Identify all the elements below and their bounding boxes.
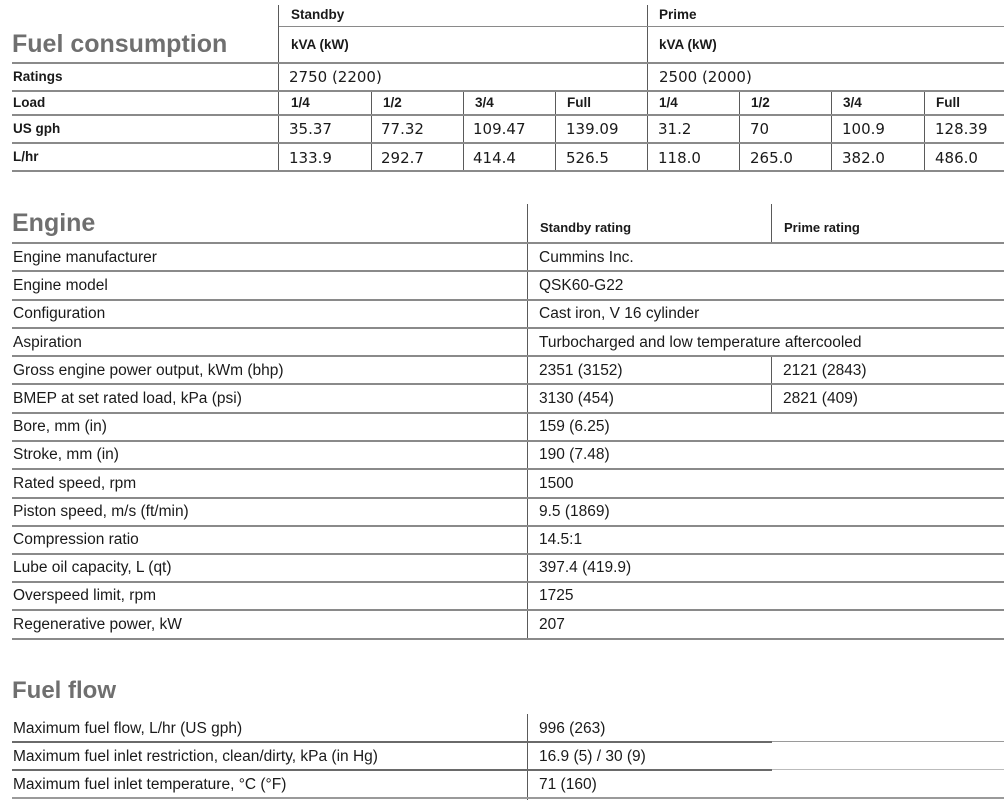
row-value: 996 (263) (539, 720, 606, 737)
row-label: Lube oil capacity, L (qt) (13, 559, 172, 576)
row-prime-value: 2821 (409) (783, 390, 858, 407)
usgph-value: 35.37 (289, 120, 332, 138)
divider (12, 638, 1004, 640)
usgph-value: 128.39 (935, 120, 988, 138)
divider (527, 714, 528, 800)
lhr-value: 292.7 (381, 149, 424, 167)
divider (12, 170, 1004, 172)
row-label: Maximum fuel inlet temperature, °C (°F) (13, 776, 287, 793)
lhr-value: 486.0 (935, 149, 978, 167)
divider (12, 609, 1004, 611)
lhr-value: 526.5 (566, 149, 609, 167)
row-prime-value: 2121 (2843) (783, 362, 867, 379)
divider (555, 91, 556, 171)
divider (831, 91, 832, 171)
divider (12, 468, 1004, 470)
row-label: Aspiration (13, 334, 82, 351)
prime-rating-header: Prime rating (784, 220, 860, 235)
load-value: 3/4 (475, 95, 494, 110)
row-value: 1725 (539, 587, 574, 604)
divider (12, 581, 1004, 583)
row-label: Engine manufacturer (13, 249, 157, 266)
load-value: 1/2 (751, 95, 770, 110)
row-label: Bore, mm (in) (13, 418, 107, 435)
standby-header: Standby (291, 7, 345, 22)
row-label: Regenerative power, kW (13, 616, 182, 633)
row-label: Overspeed limit, rpm (13, 587, 156, 604)
fuel-flow-title: Fuel flow (12, 677, 116, 704)
lhr-value: 118.0 (658, 149, 701, 167)
divider (12, 327, 1004, 329)
usgph-label: US gph (13, 121, 61, 136)
divider (12, 114, 1004, 116)
divider (647, 5, 648, 171)
divider (12, 242, 1004, 244)
divider (12, 497, 1004, 499)
row-value: 397.4 (419.9) (539, 559, 632, 576)
load-value: 1/4 (291, 95, 310, 110)
engine-title: Engine (12, 209, 96, 237)
row-value: 207 (539, 616, 565, 633)
row-value: 190 (7.48) (539, 446, 610, 463)
row-label: Maximum fuel flow, L/hr (US gph) (13, 720, 243, 737)
usgph-value: 31.2 (658, 120, 692, 138)
divider (12, 741, 772, 743)
row-label: Engine model (13, 277, 108, 294)
row-value: 159 (6.25) (539, 418, 610, 435)
row-label: Piston speed, m/s (ft/min) (13, 503, 189, 520)
divider (12, 62, 1004, 64)
load-value: Full (936, 95, 960, 110)
row-value: QSK60-G22 (539, 277, 624, 294)
row-value: 3130 (454) (539, 390, 614, 407)
divider (12, 525, 1004, 527)
load-value: Full (567, 95, 591, 110)
divider (12, 355, 1004, 357)
row-value: 16.9 (5) / 30 (9) (539, 748, 646, 765)
fuel-consumption-title: Fuel consumption (12, 30, 228, 58)
divider (12, 299, 1004, 301)
divider (12, 769, 772, 771)
divider (371, 91, 372, 171)
usgph-value: 70 (750, 120, 770, 138)
divider (772, 741, 1004, 742)
usgph-value: 139.09 (566, 120, 619, 138)
load-value: 1/4 (659, 95, 678, 110)
usgph-value: 109.47 (473, 120, 526, 138)
divider (12, 797, 1004, 799)
load-value: 3/4 (843, 95, 862, 110)
row-label: Gross engine power output, kWm (bhp) (13, 362, 284, 379)
divider (279, 26, 1004, 27)
row-label: BMEP at set rated load, kPa (psi) (13, 390, 242, 407)
row-value: 14.5:1 (539, 531, 583, 548)
divider (924, 91, 925, 171)
lhr-value: 265.0 (750, 149, 793, 167)
row-label: Configuration (13, 305, 106, 322)
prime-header: Prime (659, 7, 697, 22)
row-label: Stroke, mm (in) (13, 446, 119, 463)
row-value: 2351 (3152) (539, 362, 623, 379)
lhr-value: 414.4 (473, 149, 516, 167)
divider (12, 90, 1004, 92)
divider (463, 91, 464, 171)
lhr-value: 133.9 (289, 149, 332, 167)
row-value: Cummins Inc. (539, 249, 634, 266)
divider (739, 91, 740, 171)
divider (772, 769, 1004, 770)
divider (12, 553, 1004, 555)
divider (12, 383, 1004, 385)
standby-rating-header: Standby rating (540, 220, 632, 235)
divider (12, 412, 1004, 414)
ratings-label: Ratings (13, 69, 63, 84)
row-value: Turbocharged and low temperature aftercooled (539, 334, 862, 351)
usgph-value: 100.9 (842, 120, 885, 138)
load-label: Load (13, 95, 46, 110)
divider (12, 440, 1004, 442)
row-label: Maximum fuel inlet restriction, clean/dirty, kPa (in Hg) (13, 748, 378, 765)
standby-rating: 2750 (2200) (289, 68, 382, 86)
row-value: Cast iron, V 16 cylinder (539, 305, 700, 322)
row-value: 1500 (539, 475, 574, 492)
row-value: 71 (160) (539, 776, 597, 793)
prime-rating: 2500 (2000) (659, 68, 752, 86)
usgph-value: 77.32 (381, 120, 424, 138)
divider (278, 5, 279, 171)
lhr-value: 382.0 (842, 149, 885, 167)
load-value: 1/2 (383, 95, 402, 110)
lhr-label: L/hr (13, 149, 39, 164)
row-label: Rated speed, rpm (13, 475, 137, 492)
divider (12, 270, 1004, 272)
divider (771, 204, 772, 242)
standby-unit: kVA (kW) (291, 37, 349, 52)
row-value: 9.5 (1869) (539, 503, 610, 520)
divider (12, 142, 1004, 144)
row-label: Compression ratio (13, 531, 139, 548)
prime-unit: kVA (kW) (659, 37, 717, 52)
